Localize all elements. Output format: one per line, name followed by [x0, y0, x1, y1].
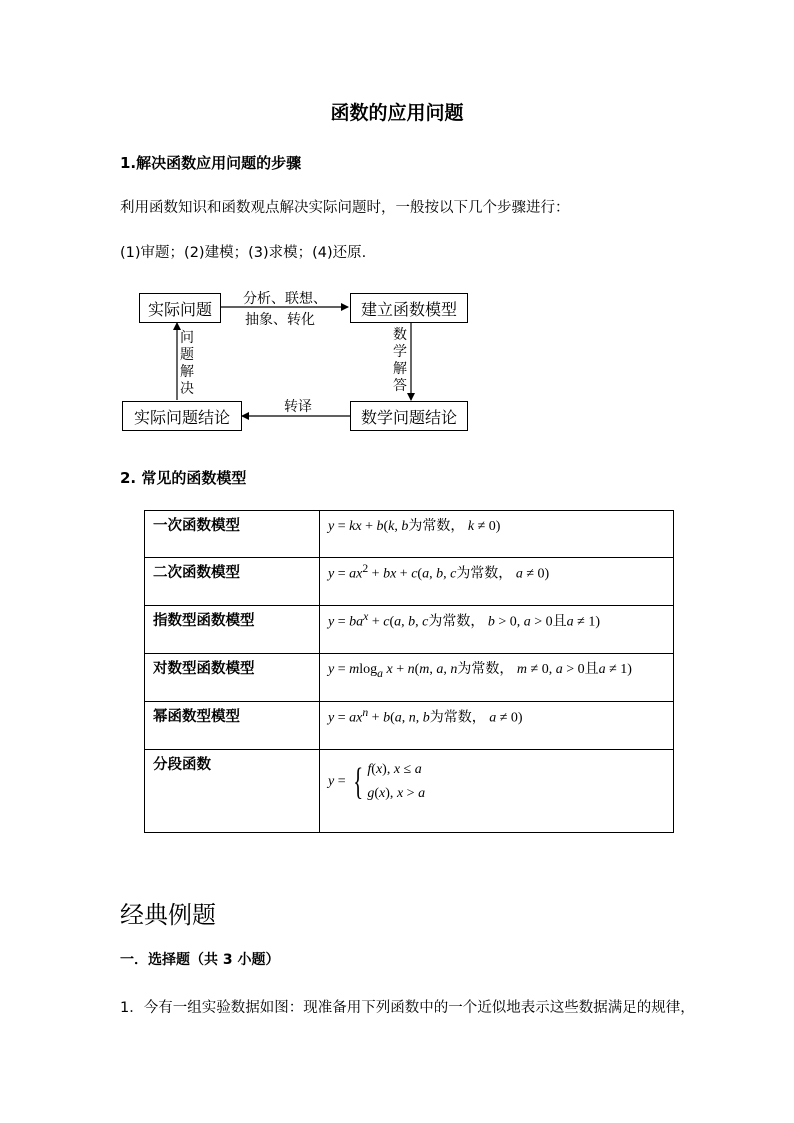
table-row — [145, 511, 674, 558]
model-formula: y = { f(x), x ≤ a g(x), x > a — [320, 750, 674, 833]
section1-steps: (1)审题；(2)建模；(3)求模；(4)还原. — [120, 245, 367, 261]
box-math-conclusion: 数学问题结论 — [350, 401, 468, 431]
section1-intro: 利用函数知识和函数观点解决实际问题时，一般按以下几个步骤进行： — [120, 200, 570, 216]
examples-subheading: 一．选择题（共 3 小题） — [120, 952, 280, 968]
model-formula: y = kx + b(k, b为常数， k ≠ 0) — [320, 511, 674, 558]
label-problem-solve: 问 题 解 决 — [180, 330, 194, 397]
label-translate: 转译 — [284, 399, 312, 415]
examples-heading: 经典例题 — [120, 901, 216, 929]
model-name: 对数型函数模型 — [145, 654, 320, 702]
section1-heading: 1.解决函数应用问题的步骤 — [120, 154, 302, 172]
box-real-problem: 实际问题 — [139, 293, 221, 323]
model-name: 二次函数模型 — [145, 558, 320, 606]
box-real-conclusion: 实际问题结论 — [122, 401, 242, 431]
model-name: 一次函数模型 — [145, 511, 320, 558]
label-analyze-1: 分析、联想、 — [243, 291, 327, 307]
page-title: 函数的应用问题 — [330, 102, 464, 124]
label-math-solve: 数 学 解 答 — [393, 327, 407, 394]
label-analyze-2: 抽象、转化 — [245, 312, 315, 328]
section2-heading: 2. 常见的函数模型 — [120, 469, 247, 487]
table-row — [145, 606, 674, 654]
model-name: 指数型函数模型 — [145, 606, 320, 654]
model-formula: y = mlog$_a$ x + n(m, a, n为常数， m ≠ 0, a > 0且a ≠ 1) — [320, 654, 674, 702]
table-row — [145, 750, 674, 833]
model-name: 幂函数型模型 — [145, 702, 320, 750]
model-formula: $y = ax^2$ + bx + c(a, b, c为常数， a ≠ 0) — [320, 558, 674, 606]
table-row — [145, 702, 674, 750]
table-row — [145, 654, 674, 702]
model-formula: $y = ax^n + b(a$, n, b为常数， a ≠ 0) — [320, 702, 674, 750]
question-1: 1．今有一组实验数据如图：现准备用下列函数中的一个近似地表示这些数据满足的规律， — [120, 1000, 695, 1016]
table-row — [145, 558, 674, 606]
function-model-table — [144, 510, 674, 833]
model-name: 分段函数 — [145, 750, 320, 833]
box-build-model: 建立函数模型 — [350, 293, 468, 323]
model-formula: $y = ba^x + c(a$, b, c为常数， b > 0, a > 0且a ≠ 1) — [320, 606, 674, 654]
